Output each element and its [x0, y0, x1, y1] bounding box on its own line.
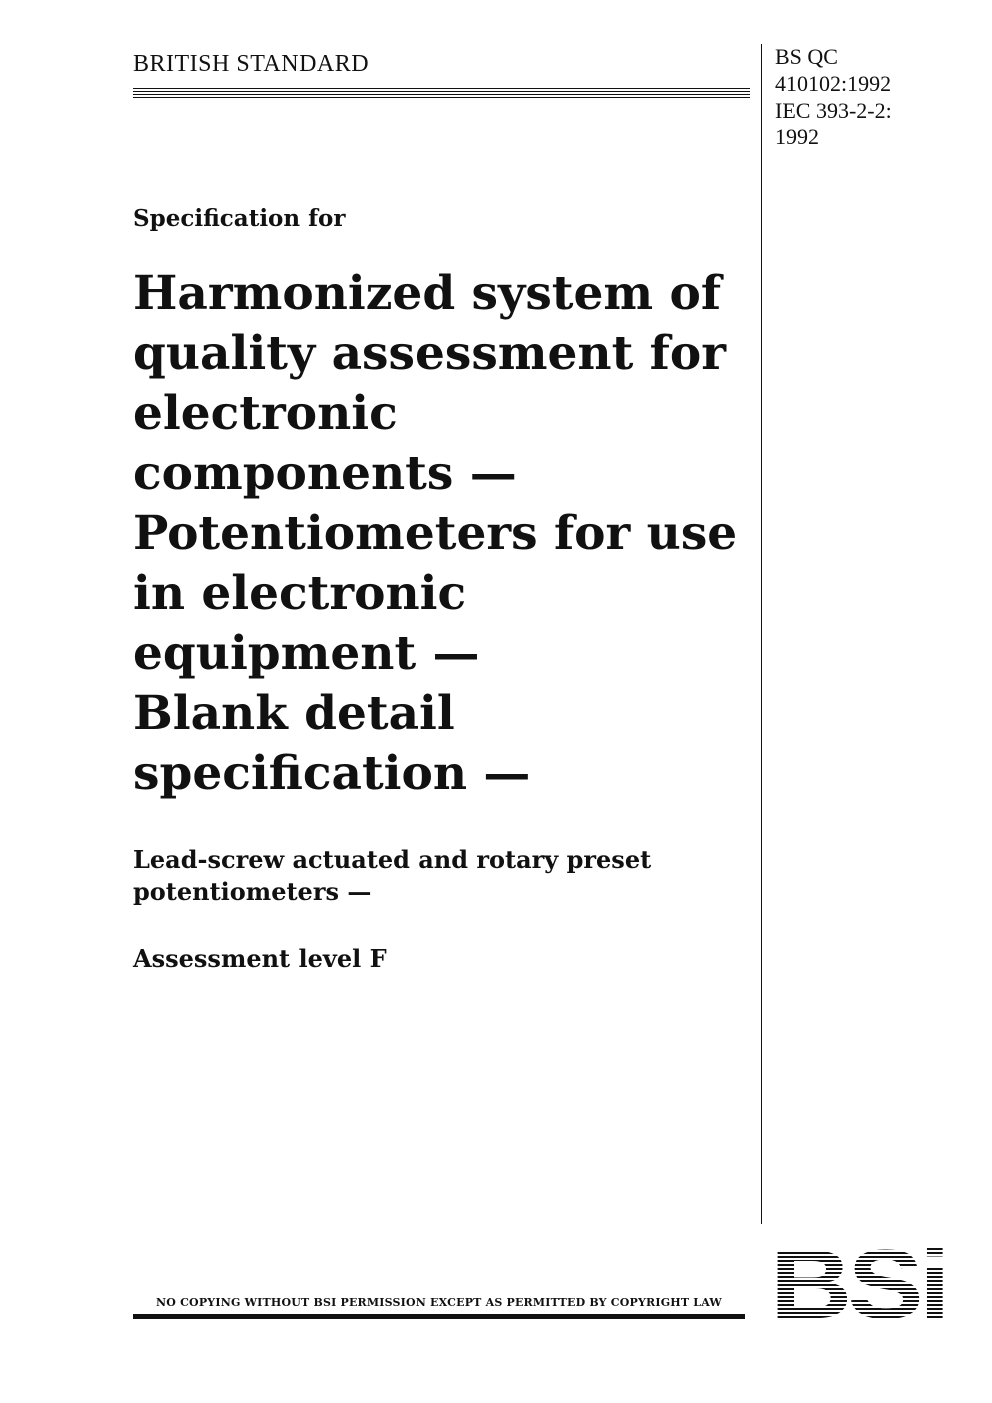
standard-type-label: BRITISH STANDARD	[133, 51, 370, 77]
standard-number-block	[775, 44, 975, 151]
title-line: Blank detail	[133, 686, 455, 741]
bsi-logo	[770, 1244, 946, 1320]
title-line: equipment —	[133, 626, 480, 681]
title-line: electronic	[133, 386, 398, 441]
title-line: specification —	[133, 746, 531, 801]
main-title	[133, 264, 753, 804]
subtitle-line: potentiometers —	[133, 877, 372, 906]
title-line: Potentiometers for use	[133, 506, 738, 561]
standard-number-line: 1992	[775, 124, 819, 150]
svg-text:BSi: BSi	[770, 1244, 946, 1320]
subtitle	[133, 844, 753, 908]
vertical-divider	[761, 44, 762, 1224]
subtitle-line: Lead-screw actuated and rotary preset	[133, 845, 652, 874]
standard-number-line: 410102:1992	[775, 70, 892, 96]
title-line: in electronic	[133, 566, 467, 621]
specification-intro: Specification for	[133, 205, 346, 232]
title-line: components —	[133, 446, 517, 501]
copyright-notice: NO COPYING WITHOUT BSI PERMISSION EXCEPT AS PERMITTED BY COPYRIGHT LAW	[156, 1296, 722, 1309]
standard-number-line: IEC 393-2-2:	[775, 97, 892, 123]
bottom-rule	[133, 1314, 745, 1319]
standard-number-line: BS QC	[775, 44, 838, 69]
title-line: quality assessment for	[133, 326, 726, 381]
assessment-level: Assessment level F	[133, 944, 387, 973]
title-line: Harmonized system of	[133, 266, 722, 321]
header-rule-lines	[133, 88, 750, 100]
